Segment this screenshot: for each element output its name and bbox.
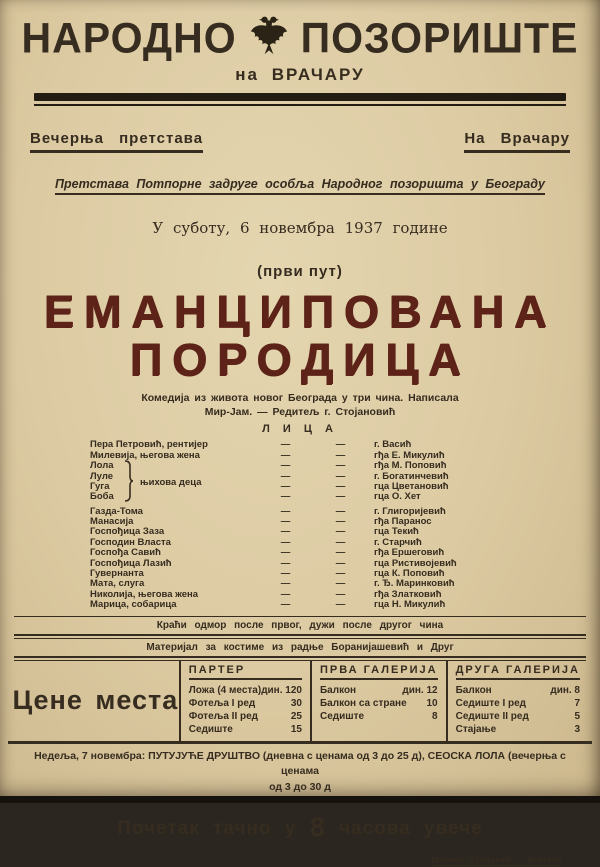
- play-description: [0, 392, 600, 419]
- price-row: [189, 723, 302, 736]
- cast-dash: —: [280, 505, 291, 517]
- price-value: 10: [426, 698, 438, 710]
- price-column-parter: [179, 661, 310, 741]
- divider: [8, 800, 592, 803]
- cast-role: Пера Петровић, рентијер: [90, 439, 208, 451]
- cast-actor: гђа Е. Микулић: [374, 449, 445, 461]
- description-line2: Мир-Јам. — Редитељ г. Стојановић: [204, 406, 396, 419]
- cast-dash: —: [280, 547, 291, 559]
- cast-dash: —: [335, 516, 346, 528]
- price-column-second-gallery: [446, 661, 588, 741]
- price-value: 7: [574, 698, 580, 710]
- cast-role: Милевија, његова жена: [90, 449, 200, 461]
- price-column-header: ПРВА ГАЛЕРИЈА: [320, 664, 438, 680]
- cast-row: [90, 548, 510, 558]
- cast-row: [90, 450, 510, 460]
- masthead: [0, 0, 600, 65]
- cast-row: [90, 558, 510, 568]
- cast-dash: —: [280, 439, 291, 451]
- cast-actor: г. Глигоријевић: [374, 505, 446, 517]
- cast-row: [90, 537, 510, 547]
- price-row: [189, 710, 302, 723]
- price-row: [456, 723, 580, 736]
- cast-role: Луле: [90, 470, 114, 482]
- cast-actor: г. Богатинчевић: [374, 470, 449, 482]
- next-shows-line1: Недеља, 7 новембра: ПУТУЈУЋЕ ДРУШТВО (дневна с ценама од 3 до 25 д), СЕОСКА ЛОЛА (вечерња с ценама: [34, 749, 566, 778]
- masthead-subtitle: на ВРАЧАРУ: [235, 65, 365, 84]
- cast-row: [90, 506, 510, 516]
- cast-actor: гђа Паранос: [374, 516, 432, 528]
- cast-dash: —: [280, 599, 291, 611]
- play-title: [0, 288, 600, 383]
- cast-dash: —: [280, 460, 291, 472]
- cast-dash: —: [280, 491, 291, 503]
- cast-dash: —: [280, 449, 291, 461]
- play-title-line1: ЕМАНЦИПОВАНА: [43, 286, 557, 337]
- price-row: [320, 697, 438, 710]
- children-group-label: њихова деца: [140, 476, 202, 488]
- cast-row: [90, 492, 510, 502]
- cast-list: [90, 440, 510, 610]
- cast-role: Боба: [90, 491, 114, 503]
- cast-role: Лола: [90, 460, 114, 472]
- cast-row: [90, 579, 510, 589]
- next-shows: [0, 744, 600, 800]
- price-value: 30: [290, 698, 302, 710]
- price-item: Стајање: [455, 724, 497, 736]
- cast-dash: —: [335, 449, 346, 461]
- benefit-line: Претстава Потпорне задруге особља Народног позоришта у Београду: [0, 175, 600, 193]
- cast-actor: г. Ђ. Маринковић: [374, 578, 455, 590]
- cast-role: Гуга: [90, 480, 110, 492]
- price-row: [456, 697, 580, 710]
- double-headed-eagle-emblem-icon: [249, 12, 289, 65]
- masthead-word-left: НАРОДНО: [21, 14, 237, 62]
- masthead-word-right: ПОЗОРИШТЕ: [300, 14, 579, 62]
- costumes-note: Материјал за костиме из радње Боранијашевић и Друг: [146, 641, 454, 653]
- cast-row: [90, 589, 510, 599]
- cast-dash: —: [335, 460, 346, 472]
- cast-role: Манасија: [90, 516, 134, 528]
- price-value: 5: [574, 711, 580, 723]
- price-row: [189, 697, 302, 710]
- cast-dash: —: [280, 568, 291, 580]
- price-value: дин. 120: [261, 684, 302, 696]
- price-value: 25: [290, 711, 302, 723]
- cast-actor: гца Цветановић: [374, 480, 449, 492]
- header-rule-thin: [34, 104, 566, 106]
- cast-role: Газда-Тома: [90, 505, 143, 517]
- price-item: Фотеља II ред: [188, 711, 259, 723]
- price-item: Фотеља I ред: [188, 698, 256, 710]
- children-group-brace-icon: [124, 460, 134, 505]
- cast-row: [90, 460, 510, 470]
- cast-dash: —: [335, 578, 346, 590]
- start-time-hour: 8: [309, 811, 326, 842]
- price-item: Ложа (4 места): [188, 684, 262, 696]
- cast-dash: —: [280, 578, 291, 590]
- cast-dash: —: [280, 588, 291, 600]
- cast-dash: —: [335, 491, 346, 503]
- cast-row: [90, 527, 510, 537]
- cast-role: Марица, собарица: [90, 599, 177, 611]
- price-item: Балкон са стране: [319, 698, 407, 710]
- price-row: [320, 710, 438, 723]
- cast-dash: —: [335, 480, 346, 492]
- cast-role: Госпођица Заза: [90, 526, 165, 538]
- price-value: дин. 8: [550, 684, 580, 696]
- cast-actor: гђа Ершеговић: [374, 547, 445, 559]
- price-table-title: Цене места: [12, 685, 179, 716]
- price-item: Седиште: [188, 724, 233, 736]
- cast-actor: гца О. Хет: [374, 491, 421, 503]
- price-column-first-gallery: [310, 661, 446, 741]
- cast-role: Мата, слуга: [90, 578, 145, 590]
- cast-dash: —: [335, 568, 346, 580]
- cast-dash: —: [335, 588, 346, 600]
- cast-dash: —: [335, 526, 346, 538]
- price-row: [320, 684, 438, 697]
- cast-actor: г. Старчић: [374, 536, 422, 548]
- divider: [14, 634, 586, 639]
- venue-label: На Врачару: [464, 130, 570, 153]
- cast-actor: гца Текић: [374, 526, 419, 538]
- description-line1: Комедија из живота новог Београда у три чина. Написала: [141, 392, 459, 405]
- cast-actor: гца Н. Микулић: [374, 599, 446, 611]
- premiere-note: (први пут): [257, 263, 343, 280]
- play-title-line2: ПОРОДИЦА: [129, 333, 471, 385]
- price-item: Балкон: [319, 684, 357, 696]
- cast-dash: —: [280, 536, 291, 548]
- cast-heading: Л И Ц А: [262, 422, 338, 435]
- cast-row: [90, 600, 510, 610]
- price-value: 3: [574, 724, 580, 736]
- cast-role: Госпођа Савић: [90, 547, 161, 559]
- cast-row: [90, 568, 510, 578]
- cast-row: [90, 440, 510, 450]
- cast-dash: —: [280, 470, 291, 482]
- header-rule-thick: [34, 93, 566, 101]
- divider: [14, 616, 586, 617]
- cast-role: Гувернанта: [90, 568, 144, 580]
- price-table: [12, 661, 588, 741]
- cast-actor: гца Ристивојевић: [374, 557, 457, 569]
- date-line: У суботу, 6 новембра 1937 године: [152, 219, 448, 237]
- cast-dash: —: [280, 526, 291, 538]
- price-item: Седиште: [319, 711, 365, 723]
- price-column-header: ПАРТЕР: [189, 664, 302, 680]
- cast-dash: —: [335, 439, 346, 451]
- start-time-prefix: Почетак тачно у: [117, 817, 297, 839]
- performance-type-label: Вечерња претстава: [30, 130, 203, 153]
- cast-dash: —: [280, 516, 291, 528]
- meta-row: [0, 130, 600, 153]
- price-row: [456, 710, 580, 723]
- cast-actor: гђа М. Поповић: [374, 460, 447, 472]
- cast-dash: —: [335, 599, 346, 611]
- cast-dash: —: [335, 536, 346, 548]
- start-time-suffix: часова увече: [339, 817, 483, 839]
- price-row: [189, 684, 302, 697]
- next-shows-line2: од 3 до 30 д: [269, 781, 331, 794]
- cast-dash: —: [335, 470, 346, 482]
- price-column-header: ДРУГА ГАЛЕРИЈА: [456, 664, 580, 680]
- price-item: Седиште II ред: [455, 711, 529, 723]
- cast-dash: —: [335, 547, 346, 559]
- price-value: 15: [290, 724, 302, 736]
- cast-dash: —: [335, 557, 346, 569]
- intermission-note: Краћи одмор после првог, дужи после другог чина: [156, 619, 444, 631]
- cast-dash: —: [335, 505, 346, 517]
- price-item: Седиште I ред: [455, 698, 527, 710]
- price-row: [456, 684, 580, 697]
- cast-dash: —: [280, 557, 291, 569]
- start-time: [0, 812, 600, 843]
- price-value: дин. 12: [402, 684, 438, 696]
- printer-credit: Штампа „Гундулић“ — Београд: [431, 854, 562, 864]
- cast-role: Госпођица Лазић: [90, 557, 172, 569]
- cast-role: Господин Власта: [90, 536, 171, 548]
- cast-row: [90, 516, 510, 526]
- cast-role: Николија, његова жена: [90, 588, 199, 600]
- price-item: Балкон: [455, 684, 492, 696]
- cast-actor: гца К. Поповић: [374, 568, 445, 580]
- cast-dash: —: [280, 480, 291, 492]
- price-value: 8: [432, 711, 438, 723]
- cast-actor: гђа Златковић: [374, 588, 442, 600]
- cast-actor: г. Васић: [374, 439, 412, 451]
